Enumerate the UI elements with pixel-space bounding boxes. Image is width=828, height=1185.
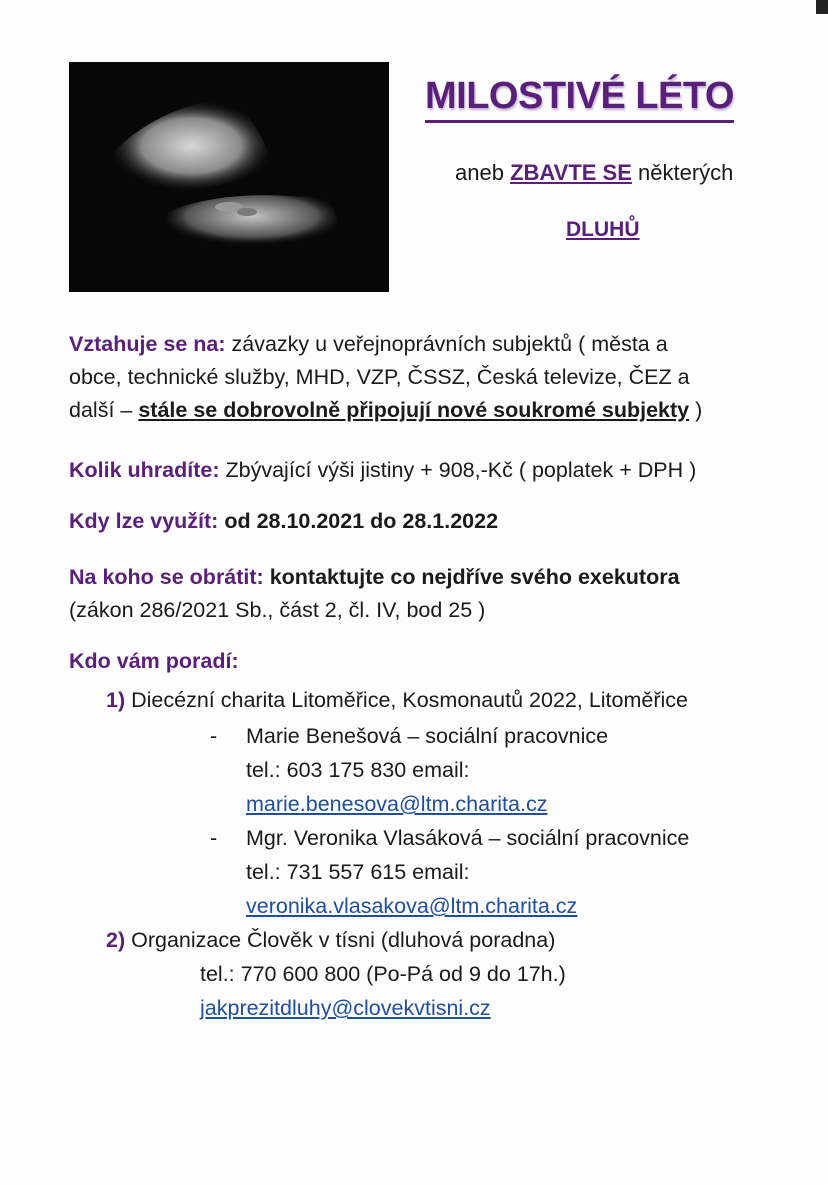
advice-label-text: Kdo vám poradí:: [69, 649, 239, 673]
hands-with-coins-photo: [69, 62, 389, 292]
cost-section: [69, 454, 814, 487]
person2-name: Mgr. Veronika Vlasáková – sociální pracovnice: [246, 826, 690, 850]
person1-name: Marie Benešová – sociální pracovnice: [246, 724, 609, 748]
applies-tail: ): [695, 398, 703, 422]
person2-dash: -: [210, 826, 218, 850]
org2-num: 2): [106, 928, 126, 952]
applies-section: [69, 328, 814, 427]
cost-label: Kolik uhradíte:: [69, 458, 220, 482]
org2-name: Organizace Člověk v tísni (dluhová poradna): [131, 928, 556, 952]
when-text: od 28.10.2021 do 28.1.2022: [224, 509, 499, 533]
contact-section: [69, 561, 814, 627]
when-section: [69, 505, 814, 538]
contact-bold: kontaktujte co nejdříve svého exekutora: [269, 565, 680, 589]
when-label: Kdy lze využít:: [69, 509, 219, 533]
subtitle: [455, 160, 733, 186]
org2-tel: tel.: 770 600 800 (Po-Pá od 9 do 17h.): [200, 962, 566, 986]
applies-text2: obce, technické služby, MHD, VZP, ČSSZ, Česká televize, ČEZ a: [69, 365, 690, 389]
person2-tel: tel.: 731 557 615 email:: [246, 860, 470, 884]
applies-bold: stále se dobrovolně připojují nové soukromé subjekty: [138, 398, 690, 422]
contact-text2: (zákon 286/2021 Sb., část 2, čl. IV, bod 25 ): [69, 598, 486, 622]
applies-text1: závazky u veřejnoprávních subjektů ( města a: [231, 332, 668, 356]
person1-tel: tel.: 603 175 830 email:: [246, 758, 470, 782]
applies-text3: další –: [69, 398, 133, 422]
person2-email-link[interactable]: veronika.vlasakova@ltm.charita.cz: [246, 894, 578, 918]
subtitle-highlight: ZBAVTE SE: [510, 160, 632, 185]
org1-name: Diecézní charita Litoměřice, Kosmonautů 2022, Litoměřice: [131, 688, 688, 712]
person1-dash: -: [210, 724, 218, 748]
advice-label: [69, 645, 239, 678]
cost-text: Zbývající výši jistiny + 908,-Kč ( poplatek + DPH ): [225, 458, 697, 482]
contact-label: Na koho se obrátit:: [69, 565, 264, 589]
subtitle-post: některých: [638, 160, 734, 185]
org1: [106, 684, 688, 717]
subtitle-pre: aneb: [455, 160, 504, 185]
org1-num: 1): [106, 688, 126, 712]
page-title: MILOSTIVÉ LÉTO: [425, 74, 734, 123]
org2: [106, 924, 555, 957]
person1-email-link[interactable]: marie.benesova@ltm.charita.cz: [246, 792, 548, 816]
subtitle-line2: DLUHŮ: [566, 218, 640, 241]
scan-corner-mark: [816, 0, 828, 14]
applies-label: Vztahuje se na:: [69, 332, 226, 356]
org2-email-link[interactable]: jakprezitdluhy@clovekvtisni.cz: [200, 996, 491, 1020]
